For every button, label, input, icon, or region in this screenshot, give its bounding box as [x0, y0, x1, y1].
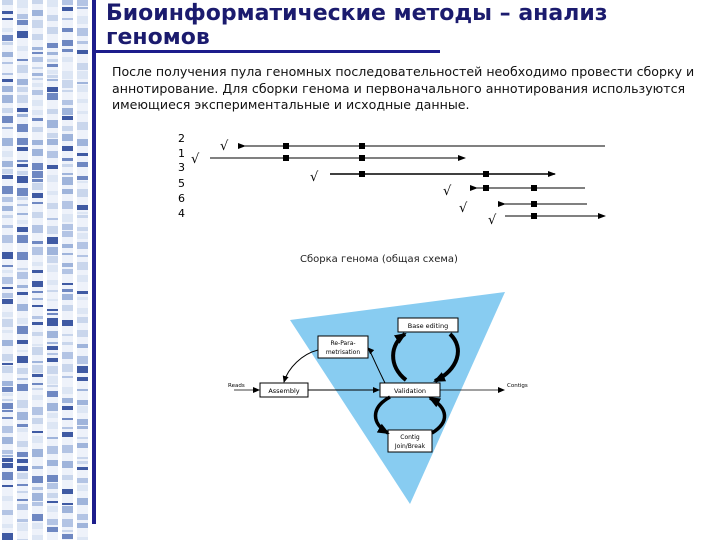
check-mark: √ — [459, 201, 468, 216]
title-underline — [96, 50, 440, 53]
check-mark: √ — [191, 152, 200, 167]
reads-input-label: Reads — [228, 383, 245, 389]
check-mark: √ — [310, 170, 319, 185]
read-line-4 — [505, 213, 605, 219]
svg-text:Re-Para-: Re-Para- — [330, 340, 356, 347]
slide-title: Биоинформатические методы – анализ геномов — [106, 1, 608, 50]
assembly-workflow-triangle-diagram — [210, 288, 550, 510]
figure-caption: Сборка генома (общая схема) — [300, 254, 458, 265]
vertical-rule — [92, 0, 96, 524]
contigs-output-label: Contigs — [507, 383, 528, 389]
svg-text:Base editing: Base editing — [407, 322, 449, 330]
check-mark: √ — [488, 213, 497, 228]
check-mark: √ — [443, 184, 452, 199]
contig-join-break-node — [388, 430, 432, 452]
validation-node — [380, 383, 440, 397]
read-line-3 — [330, 171, 555, 177]
read-label-3: 3 — [178, 161, 185, 174]
svg-text:Validation: Validation — [393, 387, 427, 395]
read-label-4: 4 — [178, 207, 185, 220]
check-mark: √ — [220, 139, 229, 154]
svg-text:metrisation: metrisation — [325, 349, 361, 356]
decorative-gel-strip — [0, 0, 92, 540]
read-label-1: 1 — [178, 147, 185, 160]
svg-text:Contig: Contig — [400, 434, 420, 441]
svg-text:Assembly: Assembly — [268, 387, 300, 395]
genome-assembly-reads-diagram — [165, 128, 610, 228]
assembly-node — [260, 383, 308, 397]
re-parametrisation-node — [318, 336, 368, 358]
read-label-2: 2 — [178, 132, 185, 145]
read-label-5: 5 — [178, 177, 185, 190]
read-line-5 — [477, 185, 585, 191]
read-line-1 — [210, 155, 465, 161]
read-label-6: 6 — [178, 192, 185, 205]
read-line-2 — [245, 143, 605, 149]
svg-text:Join/Break: Join/Break — [394, 443, 426, 450]
read-line-6 — [505, 201, 587, 207]
slide-body-text: После получения пула геномных последовательностей необходимо провести сборку и аннотирование. Для сборки генома и первоначального аннотирования используются имеющиеся экспериментальные и исходные данные. — [112, 64, 695, 112]
base-editing-node — [398, 318, 458, 332]
